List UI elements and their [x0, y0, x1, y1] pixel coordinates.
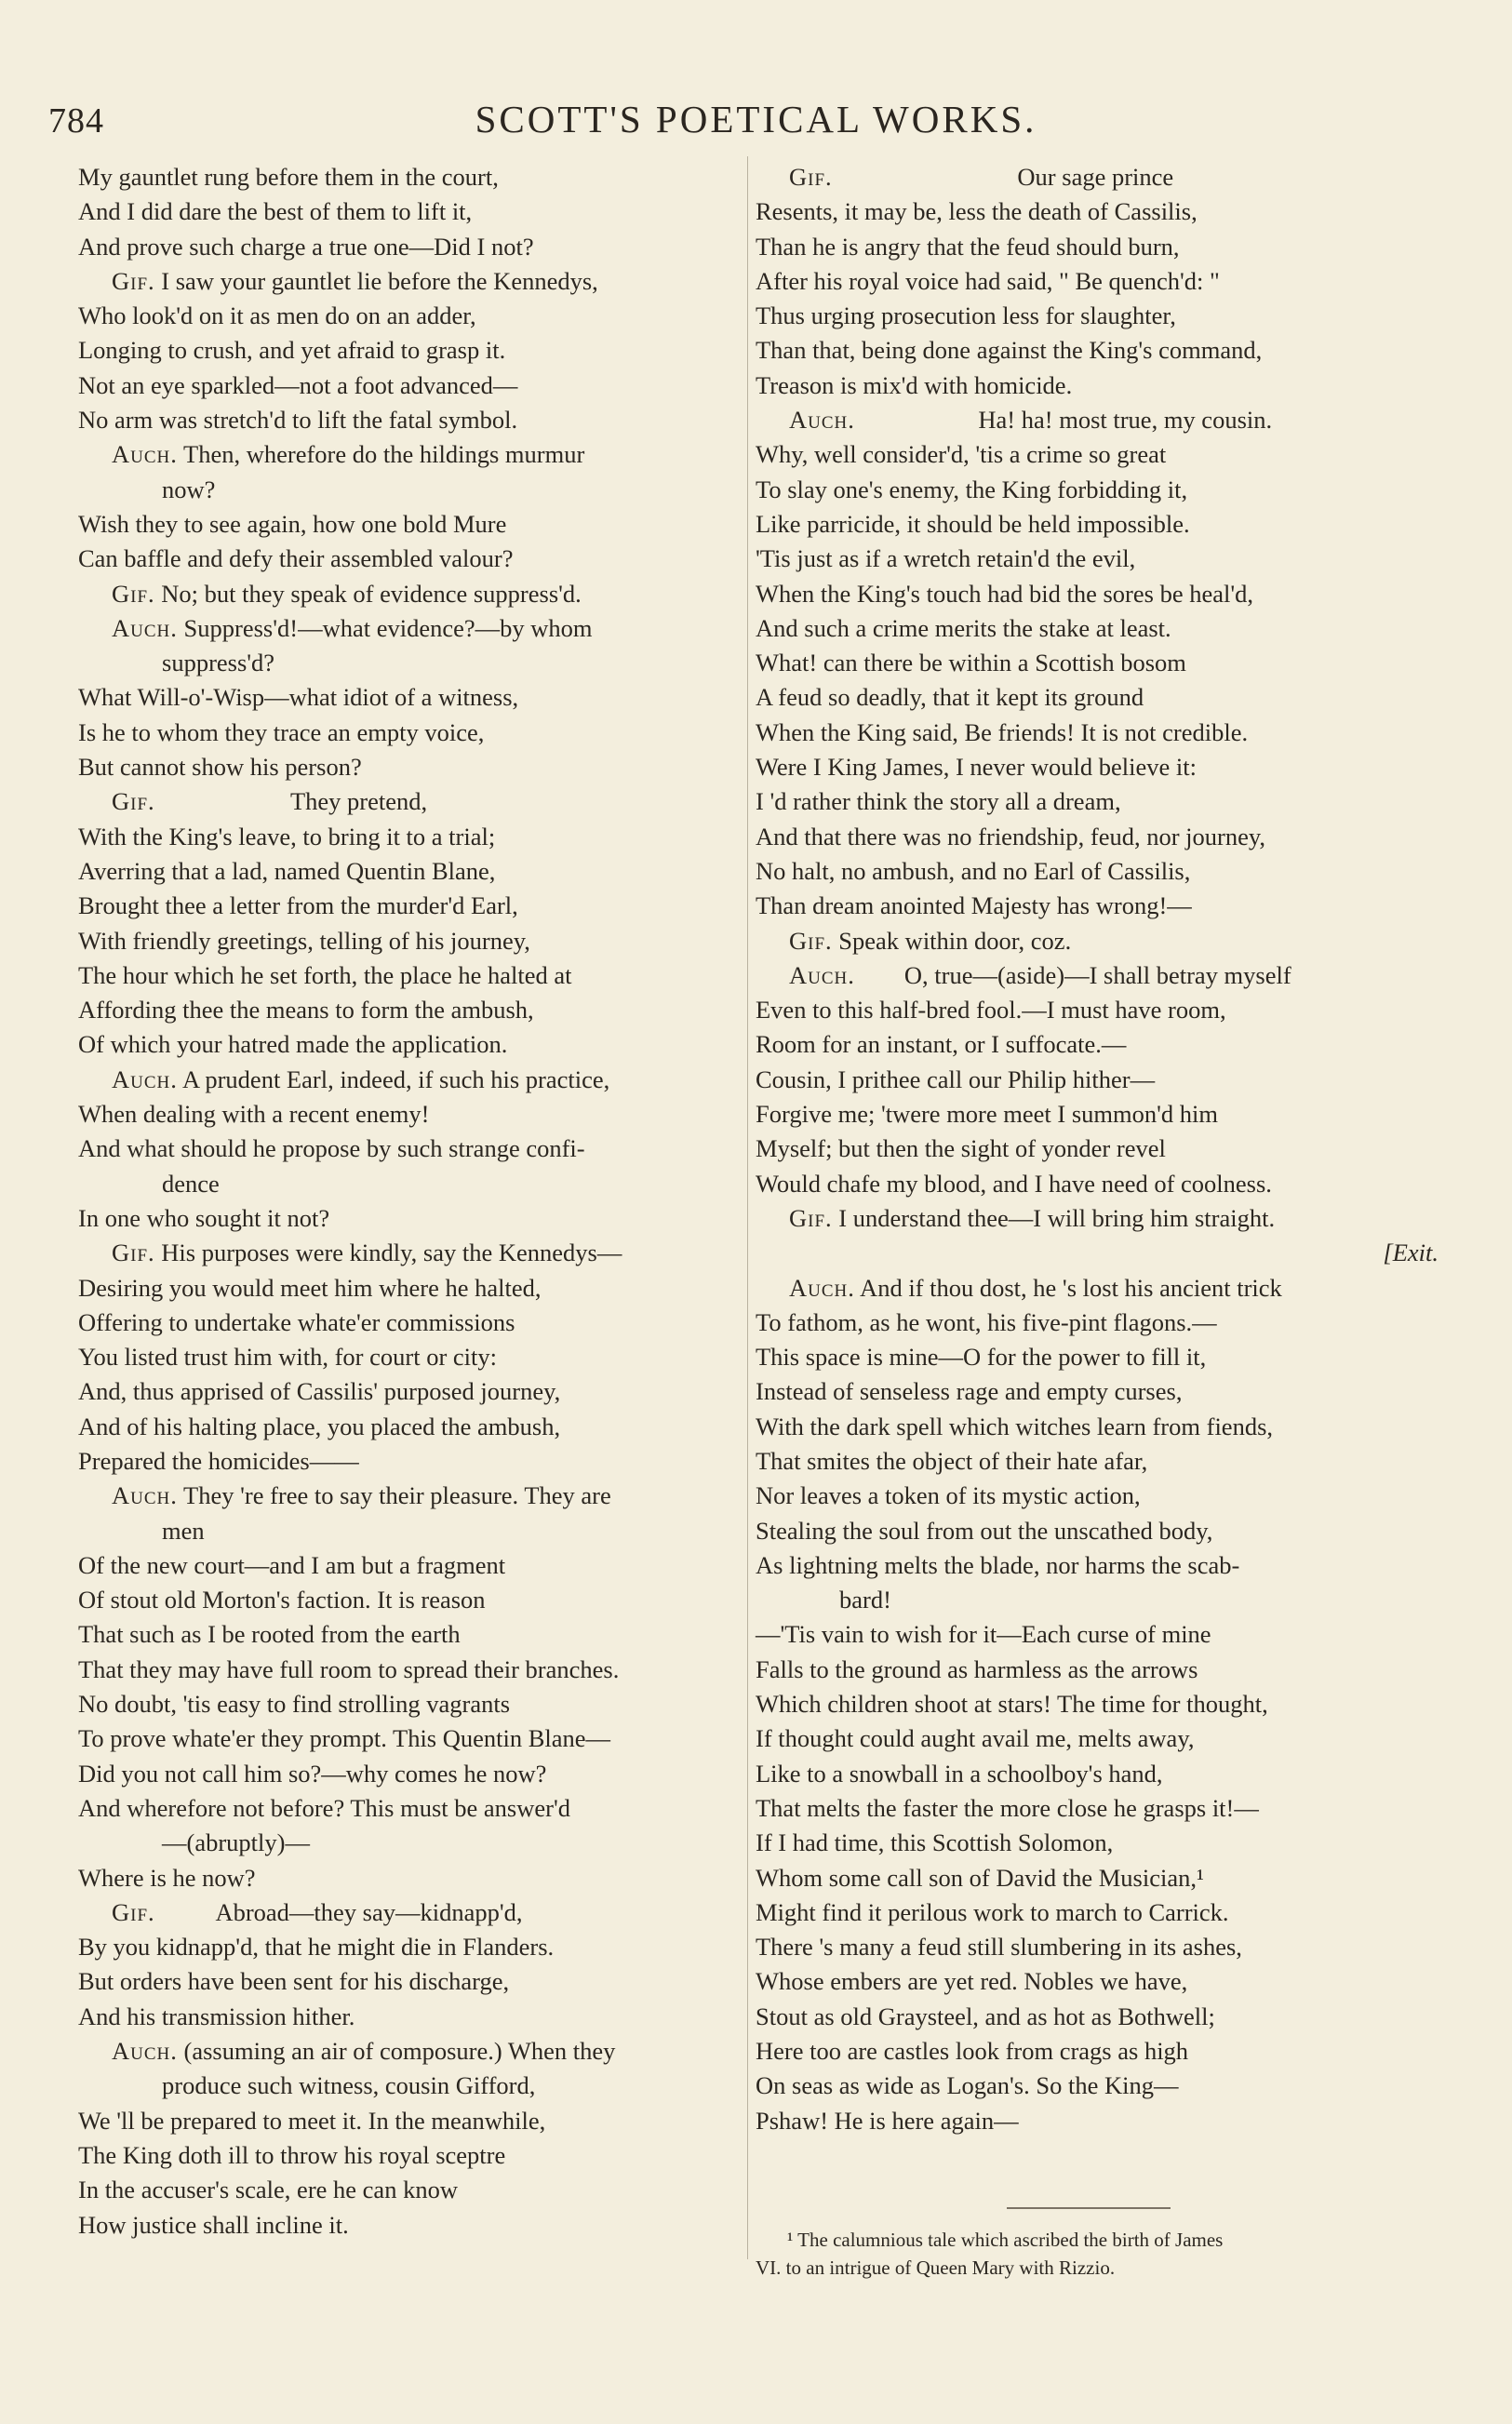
right-text-column: [756, 160, 1446, 2138]
verse-line: [756, 2000, 1446, 2034]
line-text: Here too are castles look from crags as high: [756, 2037, 1189, 2066]
verse-line: [78, 403, 731, 437]
verse-line: [756, 1410, 1446, 1444]
line-text: And wherefore not before? This must be answer'd: [78, 1793, 570, 1822]
line-text: Brought thee a letter from the murder'd Earl,: [78, 891, 518, 920]
line-text: Like parricide, it should be held impossible.: [756, 509, 1190, 538]
verse-line: [756, 403, 1446, 437]
line-text: O, true—(aside)—I shall betray myself: [854, 960, 1291, 989]
line-text: Than that, being done against the King's command,: [756, 336, 1263, 365]
line-text: And if thou dost, he 's lost his ancient trick: [854, 1273, 1282, 1302]
verse-line: [756, 1340, 1446, 1374]
line-text: When the King said, Be friends! It is not credible.: [756, 717, 1249, 746]
line-text: You listed trust him with, for court or city:: [78, 1343, 497, 1372]
line-text: Instead of senseless rage and empty curses,: [756, 1377, 1183, 1406]
footnote: [756, 2226, 1446, 2282]
verse-line: [756, 1548, 1446, 1583]
speaker-name: Gif.: [112, 1897, 155, 1926]
verse-line: [756, 1306, 1446, 1340]
line-text: And I did dare the best of them to lift it,: [78, 197, 473, 226]
verse-line: [756, 958, 1446, 993]
speaker-name: Auch.: [789, 960, 855, 989]
line-text: Cousin, I prithee call our Philip hither—: [756, 1065, 1156, 1093]
line-text: A prudent Earl, indeed, if such his practice,: [177, 1065, 610, 1093]
line-text: Not an eye sparkled—not a foot advanced—: [78, 370, 518, 399]
line-text: Abroad—they say—kidnapp'd,: [154, 1897, 523, 1926]
line-text: No arm was stretch'd to lift the fatal symbol.: [78, 406, 518, 435]
verse-line: [78, 993, 731, 1027]
verse-line: [78, 784, 731, 819]
verse-line: [756, 1132, 1446, 1166]
verse-line: [78, 1617, 731, 1652]
verse-line: [756, 716, 1446, 750]
verse-line: [756, 1895, 1446, 1930]
verse-line: [78, 716, 731, 750]
verse-line: [756, 1479, 1446, 1513]
footnote-line: VI. to an intrigue of Queen Mary with Rizzio.: [756, 2257, 1116, 2279]
line-text: —'Tis vain to wish for it—Each curse of mine: [756, 1620, 1211, 1649]
verse-line: [756, 784, 1446, 819]
line-text: Which children shoot at stars! The time for thought,: [756, 1690, 1268, 1719]
line-text: Than dream anointed Majesty has wrong!—: [756, 891, 1192, 920]
line-text: I understand thee—I will bring him straight.: [832, 1203, 1276, 1232]
verse-line: [78, 507, 731, 542]
verse-line: [78, 854, 731, 889]
verse-line: [756, 820, 1446, 854]
line-text: His purposes were kindly, say the Kennedys—: [154, 1239, 622, 1267]
line-text: There 's many a feud still slumbering in its ashes,: [756, 1933, 1242, 1962]
speaker-name: Auch.: [112, 613, 178, 642]
line-text: And, thus apprised of Cassilis' purposed journey,: [78, 1377, 561, 1406]
line-text: Suppress'd!—what evidence?—by whom: [177, 613, 593, 642]
verse-line: [78, 333, 731, 368]
verse-line: [756, 1097, 1446, 1132]
verse-line: [78, 2034, 731, 2069]
line-text: I saw your gauntlet lie before the Kennedys,: [154, 266, 598, 295]
verse-line: [78, 1340, 731, 1374]
verse-line: [78, 230, 731, 264]
line-text: They 're free to say their pleasure. They are: [177, 1481, 611, 1510]
line-text: Whom some call son of David the Musician,¹: [756, 1863, 1204, 1892]
speaker-name: Gif.: [112, 787, 155, 816]
line-text: Of stout old Morton's faction. It is reason: [78, 1586, 486, 1614]
verse-line: [756, 993, 1446, 1027]
verse-line: [756, 2069, 1446, 2103]
line-text: bard!: [839, 1586, 891, 1614]
line-text: And his transmission hither.: [78, 2002, 355, 2030]
line-text: Stealing the soul from out the unscathed body,: [756, 1516, 1213, 1545]
line-text: They pretend,: [154, 787, 428, 816]
line-text: produce such witness, cousin Gifford,: [162, 2071, 536, 2100]
verse-line: [756, 1617, 1446, 1652]
verse-line: [78, 1027, 731, 1062]
line-text: Like to a snowball in a schoolboy's hand,: [756, 1759, 1163, 1788]
verse-line: [756, 368, 1446, 403]
line-text: Ha! ha! most true, my cousin.: [854, 406, 1273, 435]
line-text: I 'd rather think the story all a dream,: [756, 787, 1121, 816]
verse-line: [756, 1271, 1446, 1306]
line-text: And that there was no friendship, feud, nor journey,: [756, 822, 1266, 850]
line-text: And such a crime merits the stake at least.: [756, 613, 1171, 642]
line-text: With the King's leave, to bring it to a trial;: [78, 822, 496, 850]
line-text: In the accuser's scale, ere he can know: [78, 2176, 458, 2204]
verse-line: [78, 1236, 731, 1270]
line-text: That such as I be rooted from the earth: [78, 1620, 461, 1649]
line-text: That smites the object of their hate afar,: [756, 1446, 1148, 1475]
speaker-name: Gif.: [789, 926, 833, 955]
verse-line: [78, 2000, 731, 2034]
verse-line: [78, 577, 731, 611]
line-text: Even to this half-bred fool.—I must have room,: [756, 996, 1226, 1025]
verse-line: [78, 1374, 731, 1409]
verse-line: [756, 1514, 1446, 1548]
line-text: Of which your hatred made the application.: [78, 1030, 508, 1059]
line-text: A feud so deadly, that it kept its ground: [756, 683, 1144, 712]
verse-line: [756, 2104, 1446, 2138]
line-text: [Exit.: [1383, 1239, 1438, 1267]
line-text: We 'll be prepared to meet it. In the meanwhile,: [78, 2106, 546, 2135]
verse-line: [756, 611, 1446, 646]
line-text: dence: [162, 1169, 220, 1198]
verse-line: [78, 2208, 731, 2243]
verse-line: [78, 680, 731, 715]
speaker-name: Gif.: [112, 579, 155, 608]
line-text: 'Tis just as if a wretch retain'd the evil,: [756, 544, 1136, 573]
line-text: As lightning melts the blade, nor harms the scab-: [756, 1550, 1240, 1579]
line-text: In one who sought it not?: [78, 1203, 330, 1232]
line-text: By you kidnapp'd, that he might die in Flanders.: [78, 1933, 555, 1962]
verse-line: [78, 1132, 731, 1166]
verse-line: [756, 2034, 1446, 2069]
line-text: Whose embers are yet red. Nobles we have,: [756, 1967, 1188, 1996]
verse-line: [78, 160, 731, 194]
line-text: Might find it perilous work to march to Carrick.: [756, 1897, 1229, 1926]
line-text: Averring that a lad, named Quentin Blane,: [78, 856, 496, 885]
verse-line: [78, 1479, 731, 1513]
verse-line: [756, 1964, 1446, 1999]
line-text: Nor leaves a token of its mystic action,: [756, 1481, 1141, 1510]
speaker-name: Auch.: [112, 440, 178, 469]
verse-line: [756, 577, 1446, 611]
line-text: men: [162, 1516, 205, 1545]
verse-line: [756, 437, 1446, 472]
left-text-column: [78, 160, 731, 2243]
verse-line: [78, 1514, 731, 1548]
verse-line: [78, 368, 731, 403]
line-text: Thus urging prosecution less for slaughter,: [756, 301, 1176, 330]
verse-line: [78, 2069, 731, 2103]
verse-line: [78, 299, 731, 333]
verse-line: [756, 1583, 1446, 1617]
verse-line: [756, 194, 1446, 229]
speaker-name: Gif.: [789, 163, 833, 191]
verse-line: [756, 299, 1446, 333]
line-text: Where is he now?: [78, 1863, 256, 1892]
line-text: Affording thee the means to form the ambush,: [78, 996, 534, 1025]
line-text: Did you not call him so?—why comes he now?: [78, 1759, 547, 1788]
verse-line: [78, 1583, 731, 1617]
line-text: To fathom, as he wont, his five-pint flagons.—: [756, 1307, 1217, 1336]
line-text: What! can there be within a Scottish bosom: [756, 649, 1186, 677]
verse-line: [78, 1548, 731, 1583]
line-text: To slay one's enemy, the King forbidding it,: [756, 475, 1188, 503]
verse-line: [756, 1721, 1446, 1756]
verse-line: [756, 264, 1446, 299]
verse-line: [78, 1721, 731, 1756]
line-text: Treason is mix'd with homicide.: [756, 370, 1073, 399]
verse-line: [756, 680, 1446, 715]
line-text: Desiring you would meet him where he halted,: [78, 1273, 542, 1302]
line-text: Speak within door, coz.: [832, 926, 1072, 955]
line-text: And what should he propose by such strange confi-: [78, 1134, 585, 1163]
line-text: With friendly greetings, telling of his journey,: [78, 926, 530, 955]
verse-line: [78, 2173, 731, 2207]
verse-line: [78, 1826, 731, 1860]
line-text: Were I King James, I never would believe it:: [756, 753, 1197, 782]
speaker-name: Auch.: [789, 406, 855, 435]
verse-line: [78, 958, 731, 993]
verse-line: [78, 1410, 731, 1444]
verse-line: [78, 1097, 731, 1132]
line-text: How justice shall incline it.: [78, 2210, 349, 2239]
line-text: After his royal voice had said, " Be quench'd: ": [756, 266, 1220, 295]
running-title: SCOTT'S POETICAL WORKS.: [475, 98, 1037, 141]
verse-line: [756, 646, 1446, 680]
verse-line: [78, 1895, 731, 1930]
line-text: Stout as old Graysteel, and as hot as Bothwell;: [756, 2002, 1215, 2030]
verse-line: [756, 160, 1446, 194]
verse-line: [756, 542, 1446, 576]
line-text: Wish they to see again, how one bold Mure: [78, 509, 507, 538]
line-text: No halt, no ambush, and no Earl of Cassilis,: [756, 856, 1191, 885]
verse-line: [756, 889, 1446, 923]
verse-line: [756, 1444, 1446, 1479]
verse-line: [78, 1201, 731, 1236]
line-text: Of the new court—and I am but a fragment: [78, 1550, 506, 1579]
line-text: Would chafe my blood, and I have need of coolness.: [756, 1169, 1272, 1198]
line-text: —(abruptly)—: [162, 1828, 310, 1857]
verse-line: [78, 1271, 731, 1306]
page-number: 784: [48, 101, 104, 141]
line-text: That they may have full room to spread their branches.: [78, 1654, 620, 1683]
speaker-name: Auch.: [789, 1273, 855, 1302]
verse-line: [78, 2138, 731, 2173]
line-text: Can baffle and defy their assembled valour?: [78, 544, 514, 573]
line-text: When dealing with a recent enemy!: [78, 1100, 430, 1129]
line-text: Then, wherefore do the hildings murmur: [177, 440, 585, 469]
speaker-name: Gif.: [112, 1239, 155, 1267]
verse-line: [78, 924, 731, 958]
line-text: Why, well consider'd, 'tis a crime so great: [756, 440, 1167, 469]
line-text: Myself; but then the sight of yonder revel: [756, 1134, 1166, 1163]
verse-line: [756, 1236, 1446, 1270]
verse-line: [78, 889, 731, 923]
line-text: No doubt, 'tis easy to find strolling vagrants: [78, 1690, 511, 1719]
line-text: now?: [162, 475, 216, 503]
line-text: Prepared the homicides——: [78, 1446, 359, 1475]
footnote-line: ¹ The calumnious tale which ascribed the birth of James: [787, 2229, 1224, 2251]
verse-line: [78, 1167, 731, 1201]
verse-line: [78, 611, 731, 646]
footnote-rule: [1007, 2207, 1171, 2209]
verse-line: [78, 1964, 731, 1999]
line-text: With the dark spell which witches learn from fiends,: [756, 1412, 1274, 1440]
verse-line: [756, 1201, 1446, 1236]
line-text: But orders have been sent for his discharge,: [78, 1967, 510, 1996]
column-divider: [747, 156, 748, 2259]
verse-line: [78, 542, 731, 576]
speaker-name: Auch.: [112, 2037, 178, 2066]
verse-line: [78, 194, 731, 229]
verse-line: [756, 1791, 1446, 1826]
verse-line: [78, 1306, 731, 1340]
line-text: Falls to the ground as harmless as the arrows: [756, 1654, 1198, 1683]
verse-line: [756, 1687, 1446, 1721]
verse-line: [78, 820, 731, 854]
line-text: Than he is angry that the feud should burn,: [756, 232, 1180, 261]
verse-line: [78, 473, 731, 507]
verse-line: [78, 264, 731, 299]
verse-line: [78, 1653, 731, 1687]
line-text: But cannot show his person?: [78, 753, 362, 782]
verse-line: [78, 1757, 731, 1791]
line-text: suppress'd?: [162, 649, 275, 677]
speaker-name: Gif.: [789, 1203, 833, 1232]
verse-line: [756, 333, 1446, 368]
line-text: Our sage prince: [832, 163, 1174, 191]
line-text: If I had time, this Scottish Solomon,: [756, 1828, 1114, 1857]
line-text: Longing to crush, and yet afraid to grasp it.: [78, 336, 506, 365]
verse-line: [756, 854, 1446, 889]
line-text: On seas as wide as Logan's. So the King—: [756, 2071, 1179, 2100]
line-text: Offering to undertake whate'er commissions: [78, 1307, 515, 1336]
verse-line: [78, 1861, 731, 1895]
line-text: This space is mine—O for the power to fill it,: [756, 1343, 1207, 1372]
line-text: The hour which he set forth, the place he halted at: [78, 960, 572, 989]
verse-line: [756, 1757, 1446, 1791]
line-text: To prove whate'er they prompt. This Quentin Blane—: [78, 1724, 611, 1753]
line-text: The King doth ill to throw his royal sceptre: [78, 2140, 506, 2169]
verse-line: [78, 1687, 731, 1721]
line-text: What Will-o'-Wisp—what idiot of a witness,: [78, 683, 519, 712]
verse-line: [756, 1027, 1446, 1062]
line-text: Who look'd on it as men do on an adder,: [78, 301, 476, 330]
speaker-name: Auch.: [112, 1481, 178, 1510]
verse-line: [78, 750, 731, 784]
speaker-name: Auch.: [112, 1065, 178, 1093]
line-text: Resents, it may be, less the death of Cassilis,: [756, 197, 1198, 226]
verse-line: [756, 1826, 1446, 1860]
line-text: Forgive me; 'twere more meet I summon'd him: [756, 1100, 1219, 1129]
verse-line: [756, 924, 1446, 958]
verse-line: [756, 1374, 1446, 1409]
line-text: Pshaw! He is here again—: [756, 2106, 1019, 2135]
verse-line: [78, 1791, 731, 1826]
line-text: That melts the faster the more close he grasps it!—: [756, 1793, 1259, 1822]
verse-line: [78, 2104, 731, 2138]
line-text: Room for an instant, or I suffocate.—: [756, 1030, 1127, 1059]
line-text: And of his halting place, you placed the ambush,: [78, 1412, 561, 1440]
verse-line: [756, 507, 1446, 542]
verse-line: [756, 1063, 1446, 1097]
verse-line: [756, 1167, 1446, 1201]
verse-line: [78, 437, 731, 472]
verse-line: [78, 646, 731, 680]
line-text: If thought could aught avail me, melts away,: [756, 1724, 1195, 1753]
verse-line: [756, 1653, 1446, 1687]
verse-line: [756, 750, 1446, 784]
line-text: (assuming an air of composure.) When they: [177, 2037, 616, 2066]
line-text: My gauntlet rung before them in the court,: [78, 163, 499, 191]
verse-line: [78, 1930, 731, 1964]
line-text: And prove such charge a true one—Did I not?: [78, 232, 534, 261]
speaker-name: Gif.: [112, 266, 155, 295]
verse-line: [756, 230, 1446, 264]
line-text: Is he to whom they trace an empty voice,: [78, 717, 485, 746]
verse-line: [78, 1444, 731, 1479]
verse-line: [756, 473, 1446, 507]
verse-line: [756, 1930, 1446, 1964]
verse-line: [78, 1063, 731, 1097]
line-text: When the King's touch had bid the sores be heal'd,: [756, 579, 1253, 608]
verse-line: [756, 1861, 1446, 1895]
line-text: No; but they speak of evidence suppress'd.: [154, 579, 582, 608]
